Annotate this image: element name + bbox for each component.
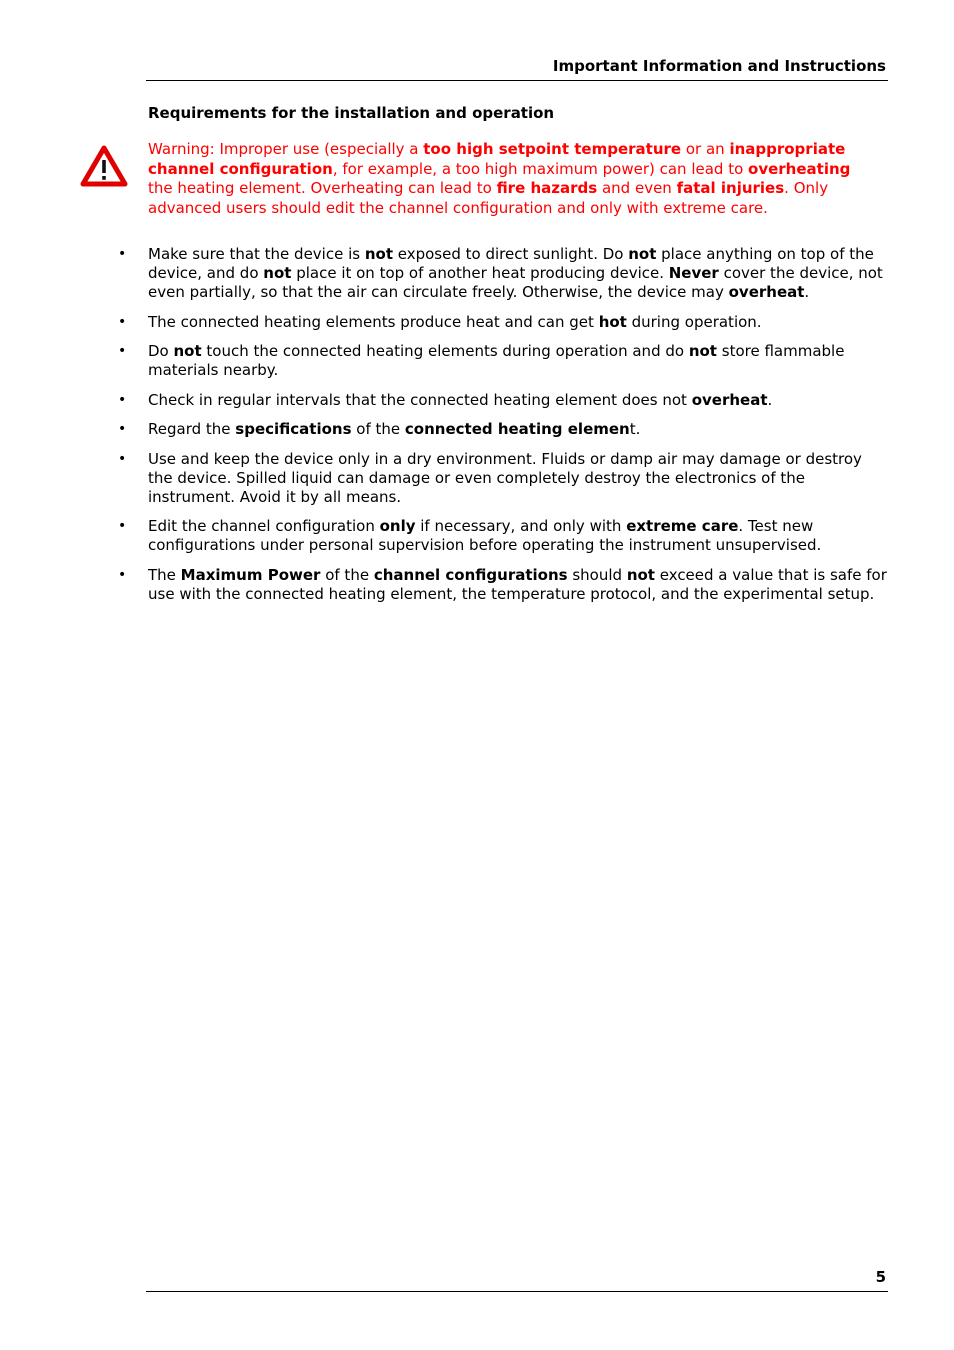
bullet-icon: • [118,391,127,408]
list-item [118,245,888,302]
item-emphasis: channel configurations [373,565,568,584]
item-text: during operation. [626,312,762,331]
warning-emphasis: inappropriate channel configuration [148,140,846,178]
warning-text [148,140,860,218]
item-text: of the [320,565,374,584]
item-text: Check in regular intervals that the connected heating element does not [148,390,692,409]
warning-text-segment: or an [681,140,730,158]
list-item [118,391,888,410]
item-text: exposed to direct sunlight. Do [393,245,629,263]
item-text: of the [351,420,405,438]
item-emphasis: only [379,517,416,535]
item-text: should [567,565,627,584]
item-emphasis: not [263,264,292,282]
warning-text-segment: Warning: Improper use (especially a [148,140,424,158]
header-divider [146,80,888,81]
bullet-icon: • [118,566,127,583]
item-text: . Test new configurations under personal supervision before operating the instrument unsupervised. [148,517,822,554]
footer-divider [146,1291,888,1292]
item-text: t. [629,420,641,438]
item-text: The [148,565,181,584]
item-emphasis: not [626,565,655,584]
item-emphasis: overheat [728,283,805,301]
list-item [118,450,888,507]
warning-emphasis: fire hazards [496,179,598,197]
list-item [118,566,888,604]
item-text: Regard the [148,420,236,438]
item-text: Use and keep the device only in a dry environment. Fluids or damp air may damage or destroy the device. Spilled liquid can damage or even completely destroy the electronics of the instrument. Avoid it by all means. [148,449,862,506]
item-text: store flammable materials nearby. [148,342,845,379]
list-item [118,517,888,555]
warning-text-segment: the heating element. Overheating can lead to [148,179,497,197]
warning-text-segment: . Only advanced users should edit the channel configuration and only with extreme care. [148,179,829,217]
item-text: place it on top of another heat producing device. [291,264,669,282]
section-heading: Requirements for the installation and operation [148,104,555,122]
list-item [118,342,888,380]
item-text: . [767,390,773,409]
bullet-icon: • [118,246,127,262]
warning-text-segment: and even [597,179,677,197]
item-text: The connected heating elements produce heat and can get [148,312,599,331]
warning-emphasis: overheating [748,159,851,178]
bullet-icon: • [118,421,127,437]
item-emphasis: extreme care [626,517,739,535]
item-emphasis: not [173,342,202,360]
item-text: if necessary, and only with [415,517,627,535]
bullet-icon: • [118,518,127,534]
item-text: . [804,283,810,301]
warning-emphasis: too high setpoint temperature [423,140,682,158]
item-emphasis: hot [598,312,627,331]
page-number: 5 [875,1268,886,1286]
item-text: Do [148,342,174,360]
bullet-icon: • [118,313,127,330]
requirements-list [118,245,888,614]
warning-emphasis: fatal injuries [676,179,785,197]
item-text: cover the device, not even partially, so that the air can circulate freely. Otherwise, the device may [148,264,883,301]
list-item [118,313,888,332]
item-emphasis: connected heating elemen [404,420,630,438]
item-emphasis: not [364,245,393,263]
item-emphasis: Never [668,264,719,282]
bullet-icon: • [118,343,127,359]
bullet-icon: • [118,450,127,467]
running-header: Important Information and Instructions [552,57,886,75]
warning-triangle-icon [80,144,128,188]
item-text: Edit the channel configuration [148,517,380,535]
item-text: exceed a value that is safe for use with the connected heating element, the temperature protocol, and the experimental setup. [148,565,887,603]
item-text: Make sure that the device is [148,245,365,263]
item-emphasis: specifications [235,420,352,438]
item-emphasis: not [628,245,657,263]
item-emphasis: overheat [691,390,768,409]
item-emphasis: Maximum Power [180,565,321,584]
item-text: place anything on top of the device, and do [148,245,874,282]
warning-text-segment: , for example, a too high maximum power) can lead to [332,159,749,178]
item-text: touch the connected heating elements during operation and do [201,342,689,360]
list-item [118,420,888,439]
item-emphasis: not [688,342,717,360]
